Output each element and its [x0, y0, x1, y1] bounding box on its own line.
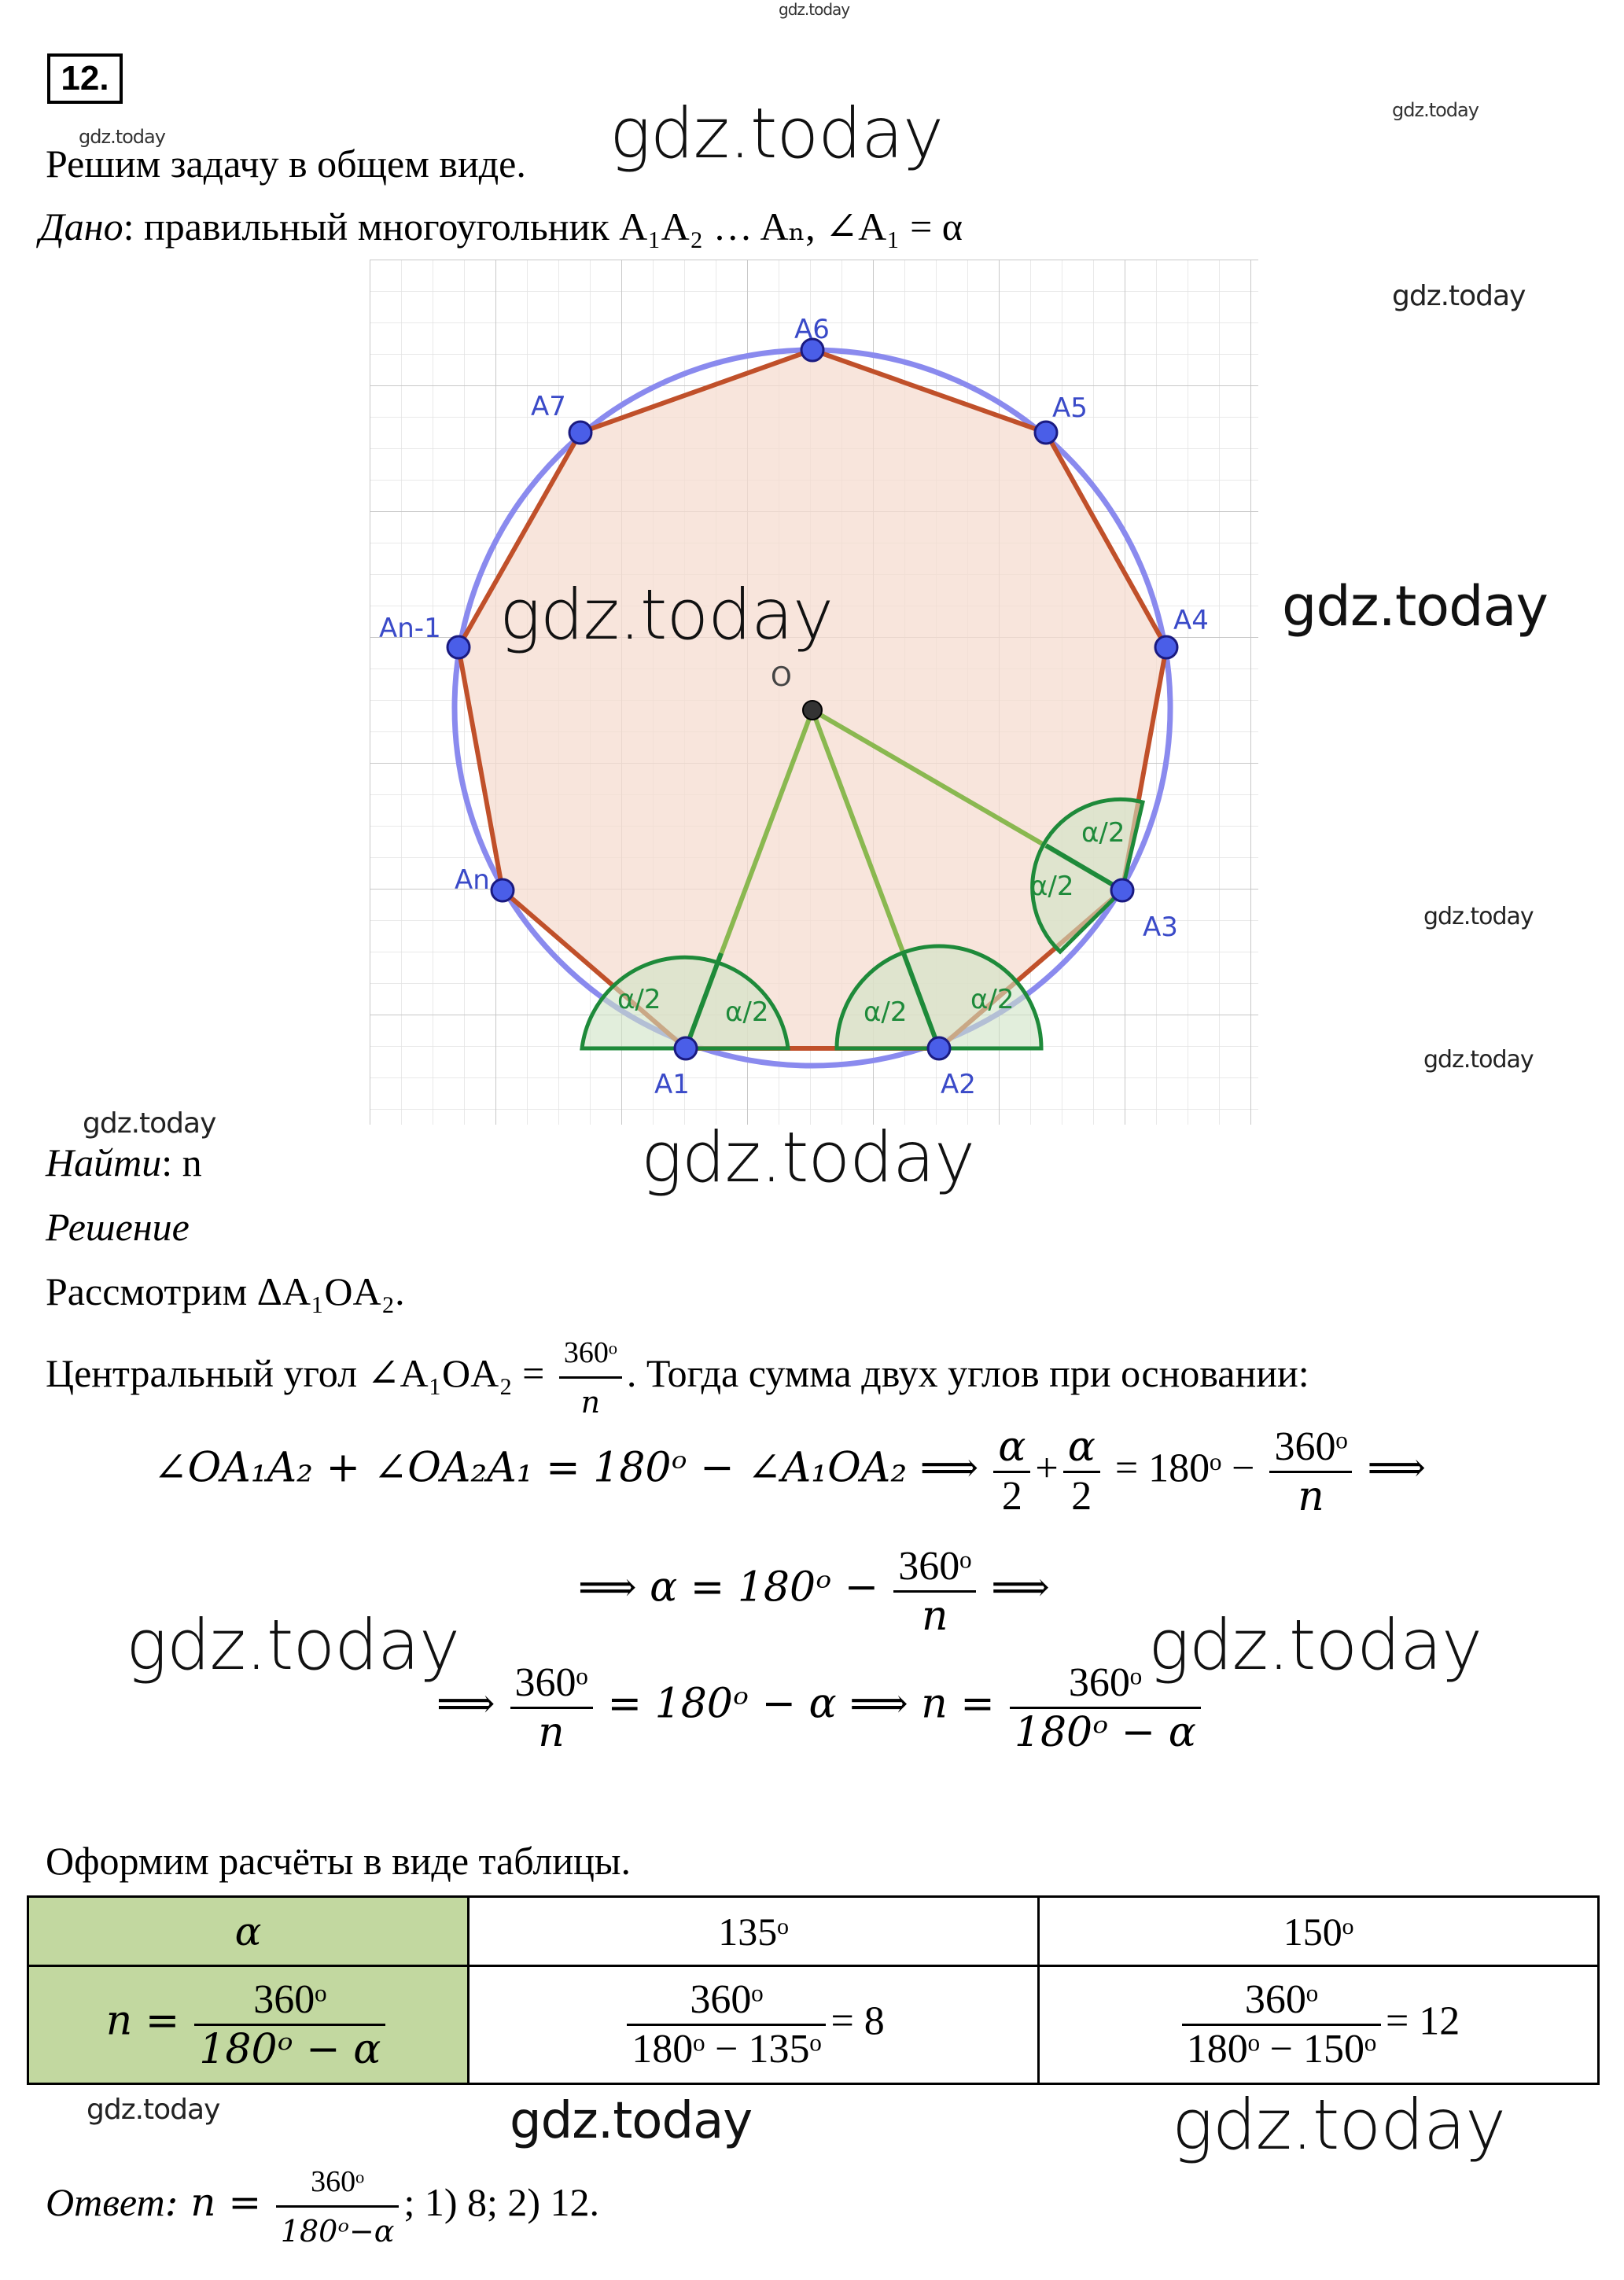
vertex-label-a4: A4	[1173, 605, 1209, 636]
vertex-dot	[1111, 879, 1133, 901]
fraction: $\frac{\text{360ᵒ}}{\text{180ᵒ − 150ᵒ}}$	[1182, 1976, 1381, 2073]
vertex-label-a1: A1	[654, 1069, 690, 1100]
fraction: $\frac{\text{360ᵒ}}{\text{180ᵒ−α}}$	[276, 2158, 400, 2255]
watermark-large: gdz.today	[609, 93, 944, 174]
watermark-top: gdz.today	[779, 0, 850, 19]
table-header-cell: α	[28, 1897, 469, 1966]
watermark: gdz.today	[1423, 1046, 1534, 1074]
vertex-label-a7: A7	[531, 391, 566, 422]
watermark: gdz.today	[510, 2092, 753, 2150]
watermark-large: gdz.today	[1148, 1604, 1482, 1685]
vertex-dot	[447, 636, 470, 658]
intro-text: Решим задачу в общем виде.	[46, 142, 526, 186]
equation-3: ⟹ $\frac{\text{360ᵒ}}{n}$ = 180ᵒ − α ⟹ n = $\frac{\text{360ᵒ}}{\text{180ᵒ − α}}$	[436, 1659, 1206, 1756]
given-line	[39, 203, 963, 250]
table-header-cell: 150ᵒ	[1039, 1897, 1599, 1966]
center-label: O	[771, 661, 792, 693]
table-cell: $\frac{\text{360ᵒ}}{\text{180ᵒ − 150ᵒ}}$ = 12	[1039, 1966, 1599, 2084]
watermark-large: gdz.today	[1172, 2084, 1506, 2165]
vertex-dot	[569, 422, 591, 444]
fraction: $\frac{\text{360ᵒ}}{\text{180ᵒ − α}}$	[1010, 1659, 1201, 1756]
watermark-large: gdz.today	[499, 574, 834, 655]
vertex-label-a6: A6	[794, 314, 830, 345]
find-line	[46, 1139, 202, 1186]
angle-label: α/2	[1030, 871, 1074, 902]
angle-label: α/2	[864, 996, 908, 1028]
table-cell: $\frac{\text{360ᵒ}}{\text{180ᵒ − 135ᵒ}}$ = 8	[469, 1966, 1039, 2084]
watermark: gdz.today	[79, 126, 165, 148]
watermark: gdz.today	[83, 1107, 216, 1140]
consider-line: Рассмотрим ΔA₁OA₂.	[46, 1269, 405, 1313]
vertex-dot	[1155, 636, 1177, 658]
angle-label: α/2	[725, 996, 769, 1028]
vertex-dot	[928, 1037, 950, 1059]
vertex-label-a3: A3	[1143, 912, 1178, 943]
find-text: : n	[161, 1140, 202, 1184]
polygon-diagram	[370, 260, 1266, 1125]
fraction: $\frac{\text{360ᵒ}}{n}$	[559, 1329, 622, 1426]
center-point	[803, 701, 822, 720]
solution-label: Решение	[46, 1205, 190, 1249]
watermark: gdz.today	[1392, 99, 1479, 121]
vertex-dot	[675, 1037, 697, 1059]
equation-2: ⟹ α = 180ᵒ − $\frac{\text{360ᵒ}}{n}$ ⟹	[578, 1544, 1050, 1640]
watermark: gdz.today	[87, 2094, 220, 2126]
central-angle-suffix: . Тогда сумма двух углов при основании:	[626, 1350, 1309, 1395]
given-text: : правильный многоугольник A₁A₂ … Aₙ, ∠A₁ = α	[123, 204, 963, 249]
task-number: 12.	[47, 53, 123, 104]
central-angle-line	[46, 1329, 1309, 1426]
watermark-large: gdz.today	[126, 1604, 460, 1685]
fraction: $\frac{\text{360ᵒ}}{\text{180ᵒ − 135ᵒ}}$	[627, 1976, 826, 2073]
vertex-label-a2: A2	[941, 1069, 976, 1100]
watermark: gdz.today	[1282, 574, 1548, 639]
given-label: Дано	[39, 204, 123, 249]
answer-label: Ответ	[46, 2179, 165, 2224]
table-row-label: n = $\frac{\text{360ᵒ}}{\text{180ᵒ − α}}$	[28, 1966, 469, 2084]
answer-line: Ответ: n = $\frac{\text{360ᵒ}}{\text{180ᵒ−α}}$ ; 1) 8; 2) 12.	[46, 2158, 599, 2255]
find-label: Найти	[46, 1140, 162, 1184]
vertex-dot	[492, 879, 514, 901]
fraction: $\frac{\alpha}{2}$	[993, 1424, 1030, 1520]
fraction: $\frac{\text{360ᵒ}}{n}$	[893, 1543, 976, 1640]
watermark: gdz.today	[1392, 280, 1526, 312]
watermark-large: gdz.today	[641, 1117, 975, 1198]
vertex-label-an-1: An-1	[379, 613, 441, 644]
fraction: $\frac{\text{360ᵒ}}{n}$	[1269, 1424, 1352, 1520]
fraction: $\frac{\text{360ᵒ}}{\text{180ᵒ − α}}$	[194, 1976, 385, 2073]
watermark: gdz.today	[1423, 903, 1534, 930]
angle-label: α/2	[970, 984, 1015, 1015]
table-header-cell: 135ᵒ	[469, 1897, 1039, 1966]
central-angle-prefix: Центральный угол ∠A₁OA₂ =	[46, 1350, 545, 1395]
table-intro: Оформим расчёты в виде таблицы.	[46, 1839, 631, 1883]
equation-1: ∠OA₁A₂ + ∠OA₂A₁ = 180ᵒ − ∠A₁OA₂ ⟹ $\frac{\alpha}{2}$ + $\frac{\alpha}{2}$ = 180ᵒ − $\frac{\text{360ᵒ}}{n}$ ⟹	[153, 1424, 1426, 1520]
vertex-dot	[1035, 422, 1057, 444]
vertex-label-an: An	[455, 864, 490, 896]
vertex-label-a5: A5	[1052, 392, 1088, 424]
fraction: $\frac{\alpha}{2}$	[1063, 1424, 1100, 1520]
angle-label: α/2	[1081, 817, 1125, 849]
calculation-table	[27, 1895, 1600, 2085]
fraction: $\frac{\text{360ᵒ}}{n}$	[510, 1659, 593, 1756]
angle-label: α/2	[617, 984, 661, 1015]
